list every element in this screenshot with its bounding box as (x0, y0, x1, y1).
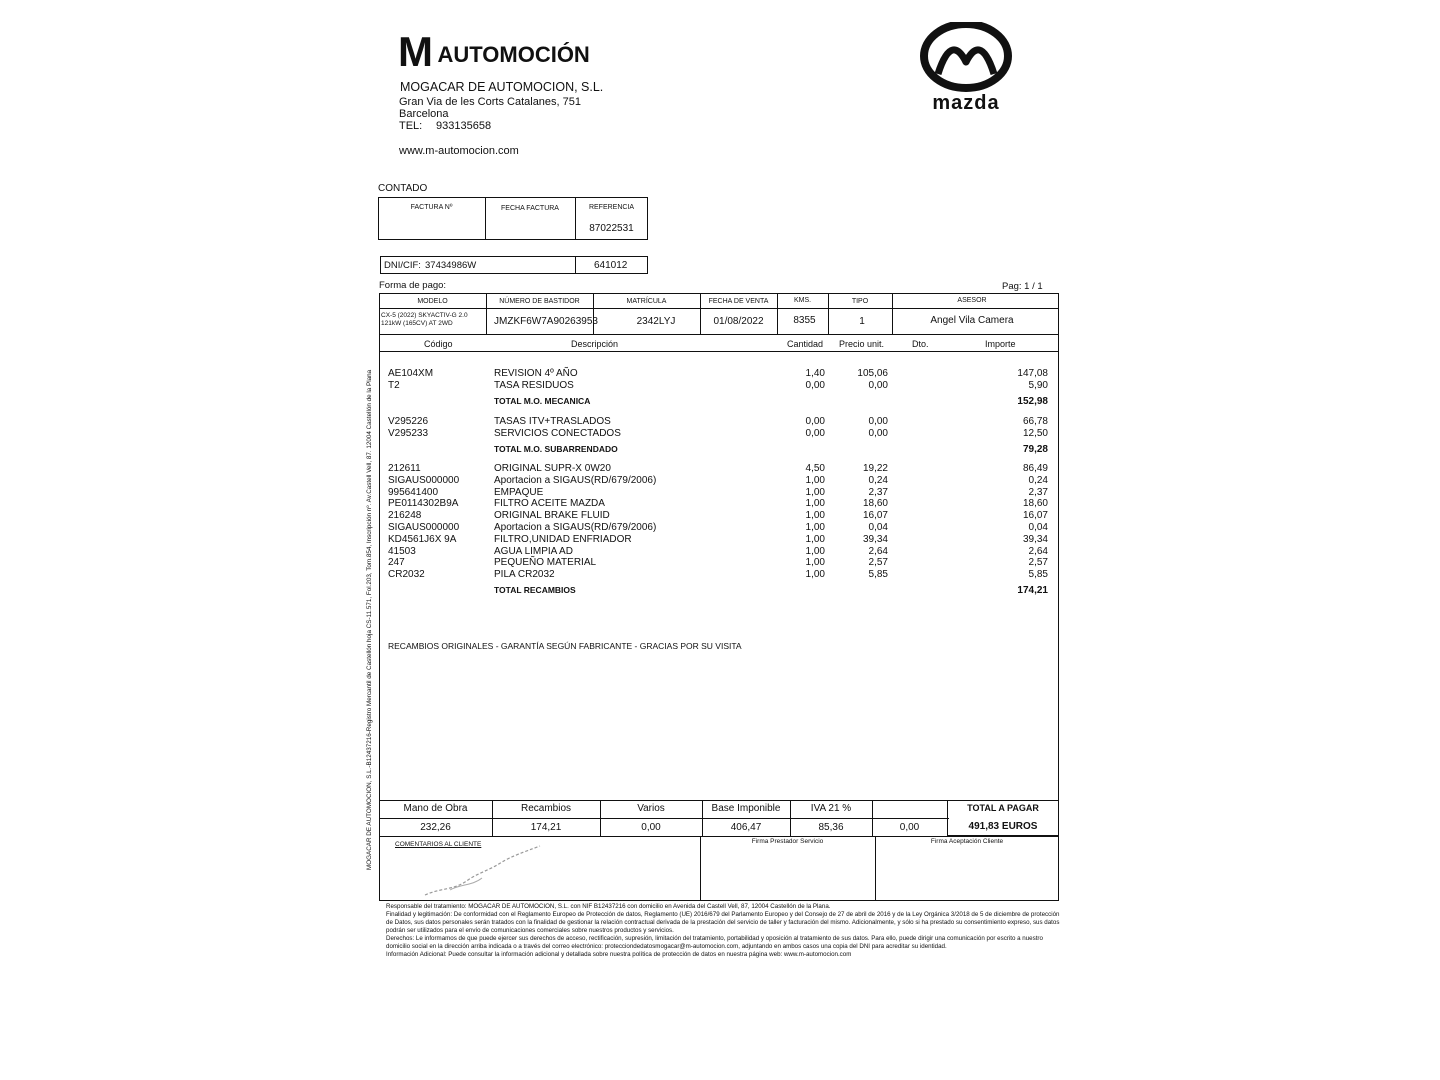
line-item-price: 0,00 (868, 427, 888, 439)
page-number: Pag: 1 / 1 (1002, 281, 1043, 292)
vehicle-modelo-line2: 121kW (165CV) AT 2WD (381, 320, 453, 327)
line-item-amount: 0,24 (1028, 474, 1048, 486)
line-item-quantity: 0,00 (805, 416, 825, 427)
totals-pagar-label: TOTAL A PAGAR (967, 803, 1039, 813)
line-item-quantity: 1,40 (805, 368, 825, 379)
line-item-code: PE0114302B9A (388, 498, 459, 510)
col-codigo: Código (424, 339, 453, 349)
totals-recambios-value: 174,21 (530, 822, 562, 833)
line-item-description: Aportacion a SIGAUS(RD/679/2006) (494, 474, 657, 486)
line-item-code: V295226 (388, 416, 429, 427)
company-logo-letter: M (398, 28, 431, 75)
line-item-description: PEQUEÑO MATERIAL (494, 557, 597, 569)
group-total-value: 152,98 (1017, 395, 1048, 407)
comentarios-label: COMENTARIOS AL CLIENTE (395, 841, 482, 848)
line-item-quantity: 1,00 (805, 474, 825, 486)
company-web: www.m-automocion.com (399, 145, 519, 157)
line-item-price: 2,37 (868, 486, 888, 498)
totals-base-value: 406,47 (730, 822, 762, 833)
payment-method-label: Forma de pago: (379, 280, 447, 291)
legal-informacion: Información Adicional: Puede consultar la información adicional y detallada sobre nuestra política de protección de datos en nuestra página web: www.m-automocion.com (386, 951, 852, 958)
vehicle-header-fecha-venta: FECHA DE VENTA (708, 298, 769, 305)
line-item-price: 0,04 (868, 522, 888, 533)
vehicle-modelo-line1: CX-5 (2022) SKYACTIV-G 2.0 (381, 312, 468, 319)
vehicle-asesor: Angel Vila Camera (930, 315, 1014, 326)
vehicle-kms: 8355 (793, 315, 816, 326)
line-item-amount: 12,50 (1022, 427, 1048, 439)
company-address: Gran Via de les Corts Catalanes, 751 (399, 96, 582, 108)
dni-label: DNI/CIF: (384, 260, 421, 271)
firma-prestador-label: Firma Prestador Servicio (751, 838, 824, 845)
line-item-amount: 16,07 (1022, 510, 1048, 522)
vehicle-header-tipo: TIPO (851, 298, 869, 305)
line-item-description: Aportacion a SIGAUS(RD/679/2006) (494, 522, 657, 533)
mazda-logo-icon (918, 22, 1014, 94)
invoice-note: RECAMBIOS ORIGINALES - GARANTÍA SEGÚN FABRICANTE - GRACIAS POR SU VISITA (388, 641, 742, 651)
line-item-description: TASAS ITV+TRASLADOS (494, 416, 611, 427)
line-item-code: V295233 (388, 427, 429, 439)
line-item-amount: 18,60 (1022, 498, 1048, 510)
line-item-code: 216248 (388, 510, 422, 522)
totals-base-label: Base Imponible (711, 803, 781, 814)
line-item-amount: 66,78 (1022, 416, 1048, 427)
totals-varios-value: 0,00 (641, 822, 661, 833)
mazda-wordmark: mazda (932, 92, 1000, 114)
line-item-amount: 147,08 (1017, 368, 1048, 379)
line-item-quantity: 1,00 (805, 533, 825, 545)
line-item-price: 105,06 (857, 368, 888, 379)
line-item-description: FILTRO ACEITE MAZDA (494, 498, 605, 510)
col-precio: Precio unit. (839, 339, 885, 349)
totals-recambios-label: Recambios (520, 803, 572, 814)
line-item-amount: 2,64 (1028, 545, 1048, 557)
client-code: 641012 (594, 260, 628, 271)
group-total-value: 174,21 (1017, 585, 1048, 596)
signature-scribble-icon (420, 840, 560, 900)
group-total-label: TOTAL M.O. SUBARRENDADO (494, 443, 618, 454)
firma-cliente-label: Firma Aceptación Cliente (930, 838, 1004, 845)
company-tel-label: TEL: (399, 120, 423, 132)
totals-mano-value: 232,26 (420, 822, 451, 833)
company-city: Barcelona (399, 108, 449, 120)
dni-value: 37434986W (425, 260, 477, 271)
line-item-description: ORIGINAL BRAKE FLUID (494, 510, 610, 522)
totals-iva-label: IVA 21 % (810, 803, 852, 814)
line-item-description: ORIGINAL SUPR-X 0W20 (494, 463, 611, 474)
legal-derechos: Derechos: Le informamos de que puede ejercer sus derechos de acceso, rectificación, supresión, limitación del tratamiento, portabilidad y oposición al tratamiento de sus datos. Para ello, puede dirigir una comunicación por escrito a nuestro domicilio social en la dirección arriba indicada o a través del correo electrónico: protecciondedatosmogacar@m-automocion.com, adjuntando en ambos casos una copia del DNI para acreditar su identidad. (386, 935, 1043, 950)
totals-extra-value: 0,00 (899, 822, 920, 833)
line-item-code: 995641400 (388, 486, 439, 498)
payment-mode: CONTADO (378, 183, 428, 194)
line-item-price: 19,22 (862, 463, 888, 474)
line-item-price: 16,07 (862, 510, 888, 522)
legal-text (386, 903, 1061, 959)
company-logo (398, 28, 590, 75)
line-item-description: REVISION 4º AÑO (494, 368, 578, 379)
line-item-code: 41503 (388, 545, 416, 557)
referencia-label: REFERENCIA (588, 204, 635, 211)
line-item-code: SIGAUS000000 (388, 522, 460, 533)
totals-mano-label: Mano de Obra (403, 803, 468, 814)
line-item-amount: 86,49 (1022, 463, 1048, 474)
registry-side-text: MOGACAR DE AUTOMOCION, S.L.-B12437216-Registro Mercantil de Castellón hoja CS-11.571, Fol.203, Tom.854, Inscripción nº. Av.Castell Vell, 87. 12004 Castellón de la Plana (366, 369, 373, 870)
line-item-quantity: 0,00 (805, 379, 825, 391)
totals-iva-value: 85,36 (818, 822, 844, 833)
totals-varios-label: Varios (637, 803, 665, 814)
line-item-price: 39,34 (862, 533, 888, 545)
line-item-description: TASA RESIDUOS (494, 379, 574, 391)
line-item-quantity: 1,00 (805, 486, 825, 498)
line-item-amount: 39,34 (1022, 533, 1048, 545)
line-item-description: FILTRO,UNIDAD ENFRIADOR (494, 533, 632, 545)
col-descripcion: Descripción (571, 339, 619, 349)
line-item-quantity: 1,00 (805, 557, 825, 569)
company-name: MOGACAR DE AUTOMOCION, S.L. (400, 80, 604, 94)
line-item-code: AE104XM (388, 368, 434, 379)
legal-finalidad: Finalidad y legitimación: De conformidad con el Reglamento Europeo de Protección de datos, Reglamento (UE) 2016/679 del Parlamento Europeo y del Consejo de 27 de abril de 2016 y de la Ley Orgánica 3/2018 de 5 de diciembre de protección de Datos, sus datos personales serán tratados con la finalidad de gestionar la relación contractual derivada de la prestación del servicio de taller y facturación del mismo. Adicionalmente, y sólo si ha prestado su consentimiento expreso, sus datos podrán ser utilizados para el envío de comunicaciones comerciales sobre nuestros productos y servicios. (386, 911, 1060, 934)
company-tel: 933135658 (436, 120, 492, 132)
vehicle-header-asesor: ASESOR (957, 297, 987, 304)
line-item-price: 5,85 (868, 569, 888, 581)
company-logo-word: AUTOMOCIÓN (437, 42, 590, 67)
vehicle-header-modelo: MODELO (417, 298, 448, 305)
line-item-price: 2,64 (868, 545, 888, 557)
line-item-description: AGUA LIMPIA AD (494, 545, 573, 557)
line-item-price: 0,00 (868, 416, 888, 427)
line-item-amount: 0,04 (1028, 522, 1048, 533)
line-item-price: 0,00 (868, 379, 888, 391)
line-item-quantity: 1,00 (805, 569, 825, 581)
vehicle-header-bastidor: NÚMERO DE BASTIDOR (499, 298, 580, 305)
factura-label: FACTURA Nº (410, 204, 453, 211)
vehicle-bastidor: JMZKF6W7A90263953 (494, 316, 598, 327)
line-item-quantity: 4,50 (805, 463, 825, 474)
line-item-amount: 5,85 (1028, 569, 1048, 581)
col-dto: Dto. (912, 339, 929, 349)
fecha-factura-label: FECHA FACTURA (501, 205, 559, 212)
line-item-description: PILA CR2032 (494, 569, 555, 581)
group-total-label: TOTAL M.O. MECANICA (494, 395, 591, 406)
line-item-code: CR2032 (388, 569, 425, 581)
group-total-value: 79,28 (1022, 443, 1048, 455)
line-item-code: T2 (388, 379, 400, 391)
col-importe: Importe (985, 339, 1016, 349)
line-item-description: EMPAQUE (494, 486, 544, 498)
vehicle-fecha-venta: 01/08/2022 (713, 316, 764, 327)
vehicle-tipo: 1 (859, 316, 865, 327)
totals-pagar-value: 491,83 EUROS (968, 821, 1038, 832)
referencia-value: 87022531 (589, 223, 634, 234)
line-item-price: 0,24 (868, 474, 888, 486)
line-item-price: 2,57 (868, 557, 888, 569)
legal-responsable: Responsable del tratamiento: MOGACAR DE AUTOMOCION, S.L. con NIF B12437216 con domicilio en Avenida del Castell Vell, 87, 12004 Castellón de la Plana. (386, 903, 831, 910)
line-item-quantity: 1,00 (805, 545, 825, 557)
group-total-label: TOTAL RECAMBIOS (494, 585, 576, 595)
line-item-code: 212611 (388, 463, 421, 474)
line-item-price: 18,60 (862, 498, 888, 510)
vehicle-header-kms: KMS. (793, 297, 812, 304)
line-item-amount: 5,90 (1028, 379, 1048, 391)
line-item-code: KD4561J6X 9A (388, 533, 457, 545)
line-item-description: SERVICIOS CONECTADOS (494, 427, 621, 439)
line-item-amount: 2,37 (1028, 486, 1048, 498)
line-item-quantity: 1,00 (805, 498, 825, 510)
line-item-quantity: 1,00 (805, 522, 825, 533)
line-item-quantity: 0,00 (805, 427, 825, 439)
vehicle-header-matricula: MATRÍCULA (626, 298, 667, 305)
line-item-code: SIGAUS000000 (388, 474, 460, 486)
line-item-amount: 2,57 (1028, 557, 1048, 569)
vehicle-matricula: 2342LYJ (636, 316, 676, 327)
col-cantidad: Cantidad (787, 339, 824, 349)
line-item-code: 247 (388, 557, 405, 569)
line-item-quantity: 1,00 (805, 510, 825, 522)
